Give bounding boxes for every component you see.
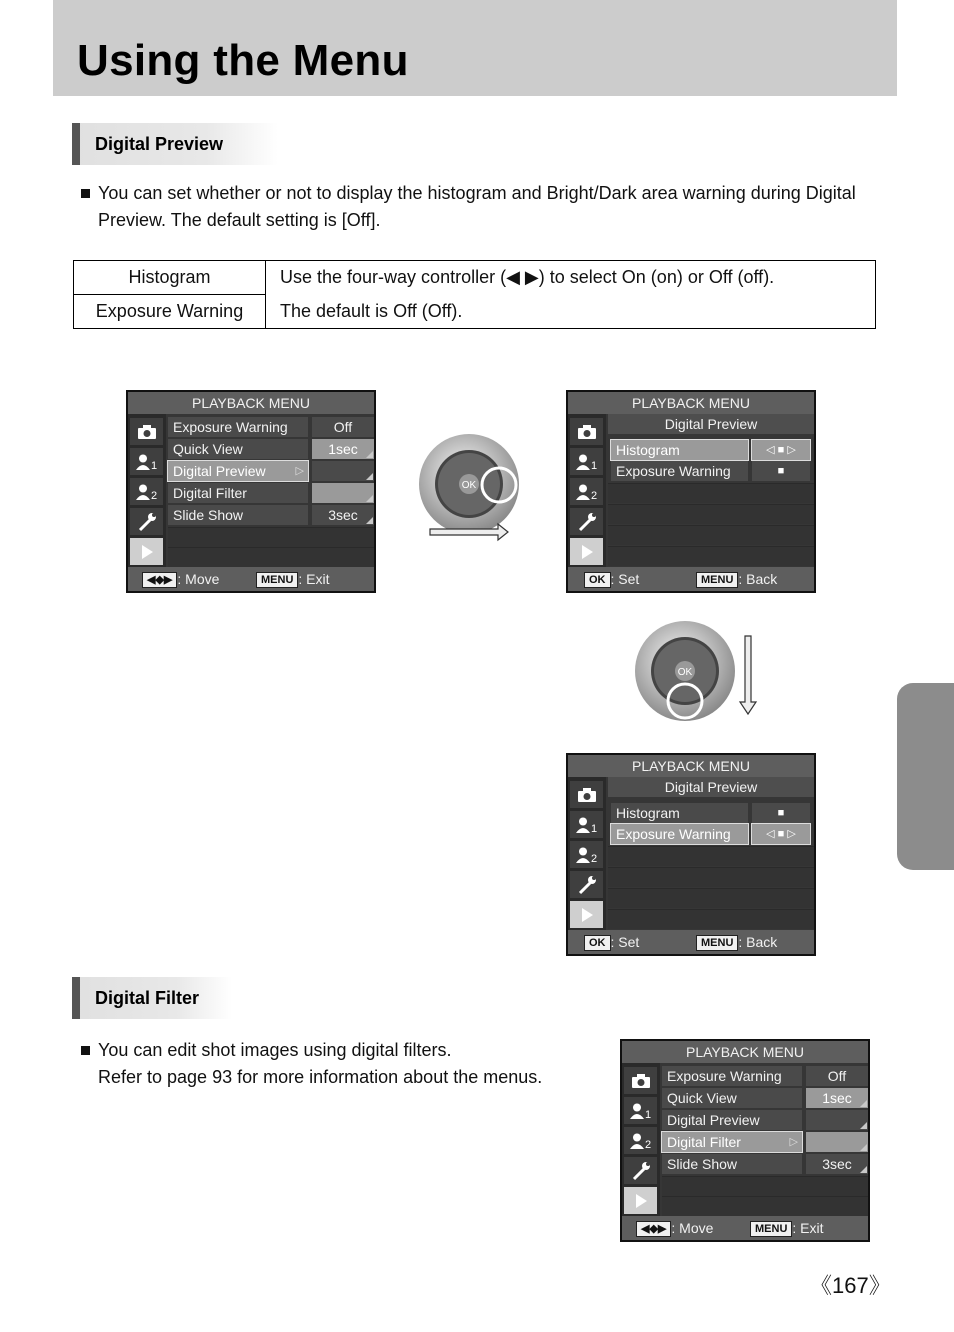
menu-icon-column — [568, 414, 606, 567]
ok-key-icon: OK — [584, 935, 611, 951]
footer-set — [584, 930, 639, 954]
menu-icon-column — [568, 777, 606, 930]
menu-item-histogram[interactable] — [608, 803, 814, 823]
section-heading-digital-preview — [72, 123, 278, 165]
play-icon — [130, 538, 163, 565]
menu-item-label: Exposure Warning — [611, 824, 748, 844]
footer-back — [696, 567, 777, 591]
menu-item-label: Digital Filter — [667, 1134, 741, 1150]
menu-key-icon: MENU — [750, 1221, 792, 1237]
page-title: Using the Menu — [77, 36, 409, 85]
menu-item-value: Off — [806, 1066, 868, 1086]
wrench-icon — [570, 508, 603, 535]
menu-item-value: Off — [312, 417, 374, 437]
menu-empty-row — [608, 546, 814, 566]
menu-empty-row — [608, 909, 814, 929]
menu-title: PLAYBACK MENU — [568, 755, 814, 777]
menu-item-label: Exposure Warning — [611, 461, 748, 481]
user-1-icon: 1 — [570, 448, 603, 475]
menu-item-histogram[interactable] — [608, 440, 814, 460]
footer-back-label: : Back — [738, 571, 778, 587]
toggle-left-right-icon[interactable]: ◁ ■ ▷ — [752, 440, 810, 460]
camera-icon — [570, 781, 603, 808]
chevron-right-icon: ▷ — [295, 465, 304, 477]
menu-item-label: Histogram — [611, 803, 748, 823]
user-2-icon: 2 — [570, 478, 603, 505]
menu-key-icon: MENU — [256, 572, 298, 588]
submenu-corner-icon — [860, 1100, 867, 1107]
section1-text-line2: Preview. The default setting is [Off]. — [98, 210, 381, 230]
menu-empty-row — [168, 527, 374, 547]
menu-item-label: Quick View — [662, 1088, 802, 1108]
user-2-icon: 2 — [130, 478, 163, 505]
user-2-icon: 2 — [624, 1127, 657, 1154]
menu-item-value — [806, 1132, 868, 1152]
section-bar — [72, 977, 80, 1019]
menu-title: PLAYBACK MENU — [568, 392, 814, 414]
user-1-icon: 1 — [570, 811, 603, 838]
footer-set-label: : Set — [610, 934, 640, 950]
footer-move-label: : Move — [671, 1220, 714, 1236]
menu-item-value-text: 3sec — [822, 1156, 852, 1172]
footer-back-label: : Back — [738, 934, 778, 950]
menu-item-value — [312, 439, 374, 459]
menu-key-icon: MENU — [696, 572, 738, 588]
menu-item-value — [312, 461, 374, 481]
menu-empty-row — [168, 547, 374, 567]
menu-empty-row — [608, 525, 814, 545]
menu-footer — [568, 567, 814, 591]
menu-item-value — [806, 1110, 868, 1130]
submenu-title: Digital Preview — [608, 414, 814, 434]
menu-item-quick-view[interactable] — [168, 439, 374, 459]
submenu-corner-icon — [366, 451, 373, 458]
submenu-corner-icon — [366, 473, 373, 480]
menu-icon-column — [622, 1063, 660, 1216]
menu-item-label: Exposure Warning — [168, 417, 308, 437]
menu-item-digital-preview[interactable] — [662, 1110, 868, 1130]
ok-key-icon: OK — [584, 572, 611, 588]
menu-empty-row — [662, 1196, 868, 1216]
menu-item-label: Digital Preview — [662, 1110, 802, 1130]
footer-move — [142, 567, 219, 591]
footer-exit — [750, 1216, 824, 1240]
footer-move — [636, 1216, 713, 1240]
menu-item-label: Slide Show — [662, 1154, 802, 1174]
menu-item-label: Digital Filter — [168, 483, 308, 503]
table-key-exposure-warning: Exposure Warning — [74, 295, 266, 329]
wrench-icon — [570, 871, 603, 898]
user-2-icon: 2 — [570, 841, 603, 868]
chapter-side-tab — [897, 683, 954, 870]
menu-item-exposure-warning[interactable] — [608, 461, 814, 481]
menu-item-label: Slide Show — [168, 505, 308, 525]
four-way-key-icon: ◀◆▶ — [636, 1221, 671, 1237]
table-key-histogram: Histogram — [74, 261, 266, 295]
menu-item-value — [312, 483, 374, 503]
menu-item-value — [312, 505, 374, 525]
footer-move-label: : Move — [177, 571, 220, 587]
submenu-corner-icon — [366, 495, 373, 502]
menu-item-value — [806, 1154, 868, 1174]
menu-empty-row — [608, 504, 814, 524]
submenu-corner-icon — [860, 1166, 867, 1173]
menu-item-label-box — [662, 1132, 802, 1152]
menu-item-digital-preview[interactable] — [168, 461, 374, 481]
section-heading-label: Digital Preview — [95, 133, 224, 154]
footer-exit — [256, 567, 330, 591]
camera-icon — [624, 1067, 657, 1094]
menu-item-slide-show[interactable] — [662, 1154, 868, 1174]
wrench-icon — [624, 1157, 657, 1184]
ok-button-label: OK — [677, 667, 693, 678]
menu-item-digital-filter[interactable] — [168, 483, 374, 503]
bullet — [81, 189, 90, 198]
bullet — [81, 1046, 90, 1055]
submenu-corner-icon — [860, 1122, 867, 1129]
section2-text-line2: Refer to page 93 for more information about the menus. — [98, 1067, 543, 1087]
menu-empty-row — [608, 483, 814, 503]
table-value-2: The default is Off (Off). — [266, 295, 876, 329]
play-icon — [570, 901, 603, 928]
menu-empty-row — [608, 867, 814, 887]
menu-item-label: Exposure Warning — [662, 1066, 802, 1086]
menu-empty-row — [608, 846, 814, 866]
menu-title: PLAYBACK MENU — [622, 1041, 868, 1063]
menu-screen-sub-exposure — [566, 753, 816, 956]
menu-screen-main-filter — [620, 1039, 870, 1242]
camera-icon — [570, 418, 603, 445]
menu-item-value-text: 1sec — [822, 1090, 852, 1106]
four-way-controller-down-icon — [632, 618, 762, 726]
submenu-title: Digital Preview — [608, 777, 814, 797]
menu-screen-main — [126, 390, 376, 593]
section1-text-line1: You can set whether or not to display the histogram and Bright/Dark area warning during Digital — [98, 183, 856, 203]
footer-set — [584, 567, 639, 591]
camera-icon — [130, 418, 163, 445]
menu-item-label-box — [168, 461, 308, 481]
menu-item-quick-view[interactable] — [662, 1088, 868, 1108]
page-number: 《167》 — [810, 1273, 891, 1298]
menu-empty-row — [662, 1176, 868, 1196]
menu-item-digital-filter[interactable] — [662, 1132, 868, 1152]
menu-item-exposure-warning[interactable] — [168, 417, 374, 437]
submenu-corner-icon — [860, 1144, 867, 1151]
checkbox-icon[interactable]: ■ — [752, 803, 810, 823]
user-1-icon: 1 — [624, 1097, 657, 1124]
menu-item-exposure-warning[interactable] — [608, 824, 814, 844]
footer-set-label: : Set — [610, 571, 640, 587]
toggle-left-right-icon[interactable]: ◁ ■ ▷ — [752, 824, 810, 844]
section1-text — [98, 180, 888, 234]
four-way-controller-right-icon — [416, 432, 524, 544]
play-icon — [570, 538, 603, 565]
menu-item-label: Digital Preview — [173, 463, 266, 479]
table-value-1: Use the four-way controller (◀ ▶) to select On (on) or Off (off). — [266, 261, 876, 295]
menu-item-value-text: 3sec — [328, 507, 358, 523]
section2-text-line1: You can edit shot images using digital filters. — [98, 1040, 452, 1060]
footer-exit-label: : Exit — [792, 1220, 824, 1236]
settings-table — [73, 260, 876, 329]
menu-item-value — [806, 1088, 868, 1108]
menu-title: PLAYBACK MENU — [128, 392, 374, 414]
menu-item-label: Histogram — [611, 440, 748, 460]
menu-item-label: Quick View — [168, 439, 308, 459]
footer-back — [696, 930, 777, 954]
menu-item-slide-show[interactable] — [168, 505, 374, 525]
menu-screen-sub-histogram — [566, 390, 816, 593]
section-heading-digital-filter — [72, 977, 232, 1019]
menu-footer — [568, 930, 814, 954]
menu-item-value-text: 1sec — [328, 441, 358, 457]
ok-button-label: OK — [461, 480, 477, 491]
user-1-icon: 1 — [130, 448, 163, 475]
checkbox-icon[interactable]: ■ — [752, 461, 810, 481]
menu-footer — [622, 1216, 868, 1240]
menu-empty-row — [608, 888, 814, 908]
menu-item-exposure-warning[interactable] — [662, 1066, 868, 1086]
four-way-key-icon: ◀◆▶ — [142, 572, 177, 588]
menu-footer — [128, 567, 374, 591]
footer-exit-label: : Exit — [298, 571, 330, 587]
play-icon — [624, 1187, 657, 1214]
section-bar — [72, 123, 80, 165]
wrench-icon — [130, 508, 163, 535]
section-heading-label: Digital Filter — [95, 987, 200, 1008]
submenu-corner-icon — [366, 517, 373, 524]
section2-text — [98, 1037, 578, 1091]
menu-key-icon: MENU — [696, 935, 738, 951]
menu-icon-column — [128, 414, 166, 567]
chevron-right-icon: ▷ — [789, 1136, 798, 1148]
